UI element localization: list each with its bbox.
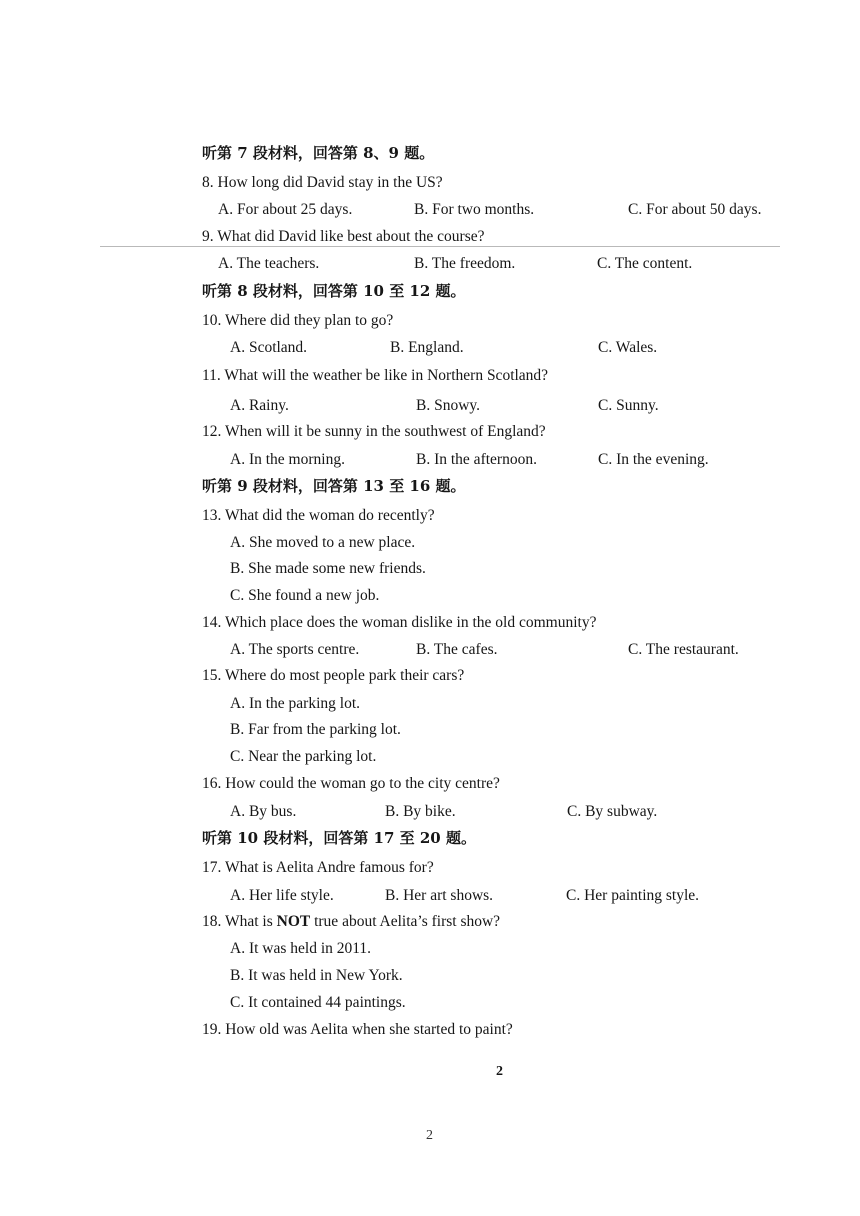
q16-option-b: B. By bike.	[385, 803, 456, 820]
question-10: 10. Where did they plan to go?	[202, 312, 394, 329]
q14-option-a: A. The sports centre.	[230, 641, 360, 658]
q18-option-c: C. It contained 44 paintings.	[230, 994, 406, 1011]
q9-option-c: C. The content.	[597, 255, 693, 272]
q18-text-end: true about Aelita’s first show?	[310, 913, 501, 930]
q14-option-b: B. The cafes.	[416, 641, 498, 658]
section-heading-8: 听第 8 段材料，回答第 10 至 12 题。	[202, 282, 466, 300]
q13-option-a: A. She moved to a new place.	[230, 534, 416, 551]
q13-option-b: B. She made some new friends.	[230, 560, 426, 577]
question-16: 16. How could the woman go to the city centre?	[202, 775, 500, 792]
question-14: 14. Which place does the woman dislike in the old community?	[202, 614, 597, 631]
q12-option-c: C. In the evening.	[598, 451, 709, 468]
question-19: 19. How old was Aelita when she started to paint?	[202, 1021, 513, 1038]
q14-option-c: C. The restaurant.	[628, 641, 739, 658]
q11-option-c: C. Sunny.	[598, 397, 659, 414]
q10-option-a: A. Scotland.	[230, 339, 308, 356]
q15-option-b: B. Far from the parking lot.	[230, 721, 401, 738]
q9-option-b: B. The freedom.	[414, 255, 516, 272]
q18-option-b: B. It was held in New York.	[230, 967, 403, 984]
question-17: 17. What is Aelita Andre famous for?	[202, 859, 434, 876]
q12-option-a: A. In the morning.	[230, 451, 345, 468]
q8-option-c: C. For about 50 days.	[628, 201, 762, 218]
inner-page-number: 2	[496, 1064, 503, 1079]
q8-option-a: A. For about 25 days.	[218, 201, 353, 218]
section-heading-10: 听第 10 段材料，回答第 17 至 20 题。	[202, 829, 476, 847]
question-9: 9. What did David like best about the course?	[202, 228, 485, 245]
question-11: 11. What will the weather be like in Northern Scotland?	[202, 367, 549, 384]
q17-option-c: C. Her painting style.	[566, 887, 700, 904]
q16-option-c: C. By subway.	[567, 803, 658, 820]
q18-emphasis: NOT	[276, 913, 311, 930]
q18-text-start: 18. What is	[202, 913, 277, 930]
q13-option-c: C. She found a new job.	[230, 587, 380, 604]
q9-option-a: A. The teachers.	[218, 255, 320, 272]
q18-option-a: A. It was held in 2011.	[230, 940, 372, 957]
q12-option-b: B. In the afternoon.	[416, 451, 537, 468]
q11-option-a: A. Rainy.	[230, 397, 289, 414]
q17-option-b: B. Her art shows.	[385, 887, 494, 904]
section-heading-9: 听第 9 段材料，回答第 13 至 16 题。	[202, 477, 466, 495]
question-18	[202, 912, 500, 932]
question-15: 15. Where do most people park their cars?	[202, 667, 465, 684]
section-heading-7: 听第 7 段材料，回答第 8、9 题。	[202, 144, 435, 162]
q16-option-a: A. By bus.	[230, 803, 297, 820]
outer-page-number: 2	[426, 1128, 433, 1143]
q15-option-c: C. Near the parking lot.	[230, 748, 377, 765]
question-13: 13. What did the woman do recently?	[202, 507, 435, 524]
q10-option-c: C. Wales.	[598, 339, 658, 356]
question-8: 8. How long did David stay in the US?	[202, 174, 443, 191]
q11-option-b: B. Snowy.	[416, 397, 481, 414]
q17-option-a: A. Her life style.	[230, 887, 334, 904]
q15-option-a: A. In the parking lot.	[230, 695, 361, 712]
question-12: 12. When will it be sunny in the southwest of England?	[202, 423, 546, 440]
q8-option-b: B. For two months.	[414, 201, 535, 218]
q10-option-b: B. England.	[390, 339, 464, 356]
